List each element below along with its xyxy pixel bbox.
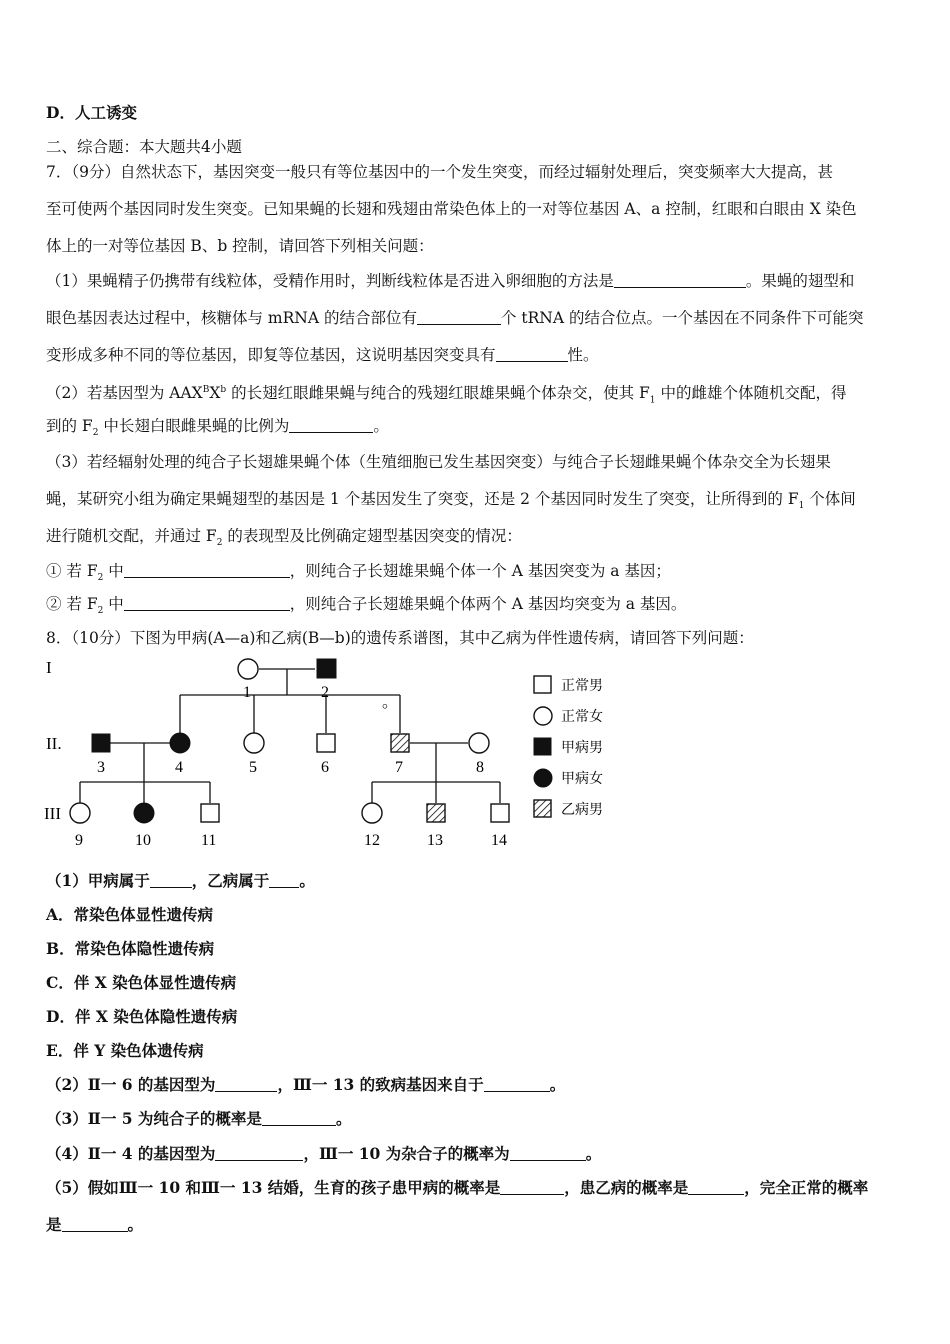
individual-number: 3 — [97, 759, 105, 776]
individual-13-disease-b-male — [427, 804, 445, 822]
text: 。 — [549, 1075, 566, 1094]
legend-disease-a-male-icon — [534, 738, 551, 755]
text: 变形成多种不同的等位基因，即复等位基因，这说明基因突变具有 — [46, 346, 496, 364]
individual-number: 13 — [427, 832, 443, 849]
answer-blank[interactable] — [484, 1077, 550, 1092]
individual-3-disease-a-male — [92, 734, 110, 752]
text: （3）Ⅱ一 5 为纯合子的概率是 — [46, 1109, 262, 1128]
individual-number: 7 — [395, 759, 403, 776]
text: ，Ⅲ一 10 为杂合子的概率为 — [303, 1144, 510, 1163]
text: 。 — [335, 1109, 352, 1128]
q7-p3-line1: （3）若经辐射处理的纯合子长翅雄果蝇个体（生殖细胞已发生基因突变）与纯合子长翅雌果蝇个体杂交全为长翅果 — [46, 453, 831, 471]
q8-option-e: E．伴 Y 染色体遗传病 — [46, 1041, 204, 1060]
text: （1）甲病属于 — [46, 871, 150, 890]
q8-intro: 8．（10分）下图为甲病(A—a)和乙病(B—b)的遗传系谱图，其中乙病为伴性遗传病，请回答下列问题： — [46, 629, 754, 647]
generation-label-3: III — [44, 804, 61, 823]
sup: b — [220, 385, 227, 395]
individual-8-normal-female — [469, 733, 489, 753]
individual-number: 9 — [75, 832, 83, 849]
answer-blank[interactable] — [614, 273, 746, 288]
individual-number: 8 — [476, 759, 484, 776]
text: ，乙病属于 — [191, 871, 270, 890]
text: 蝇，某研究小组为确定果蝇翅型的基因是 1 个基因发生了突变，还是 2 个基因同时发生了突变，让所得到的 F — [46, 490, 799, 508]
q8-s2 — [46, 1075, 565, 1095]
answer-blank[interactable] — [215, 1146, 303, 1161]
answer-blank[interactable] — [124, 563, 290, 578]
individual-4-disease-a-female — [170, 733, 190, 753]
legend-normal-female-icon — [534, 707, 552, 725]
answer-blank[interactable] — [262, 1111, 336, 1126]
text: 个体间 — [804, 490, 856, 508]
individual-12-normal-female — [362, 803, 382, 823]
text: 的长翅红眼雌果蝇与纯合的残翅红眼雄果蝇个体杂交，使其 F — [226, 384, 650, 403]
individual-number: 12 — [364, 832, 380, 849]
answer-blank[interactable] — [62, 1217, 128, 1232]
q7-case2 — [46, 594, 686, 621]
generation-label-2: II. — [46, 734, 62, 753]
answer-blank[interactable] — [124, 596, 290, 611]
sub: 1 — [649, 395, 656, 406]
q7-p1-line1 — [46, 271, 854, 291]
text: 。 — [299, 871, 315, 890]
text: ，则纯合子长翅雄果蝇个体两个 A 基因均突变为 a 基因。 — [289, 595, 687, 613]
q8-s4 — [46, 1144, 601, 1164]
text: 。 — [373, 417, 389, 435]
legend-normal-male-icon — [534, 676, 551, 693]
q8-s3 — [46, 1109, 351, 1129]
individual-14-normal-male — [491, 804, 509, 822]
text: 是 — [46, 1215, 62, 1234]
text: 的表现型及比例确定翅型基因突变的情况： — [222, 527, 522, 545]
individual-11-normal-male — [201, 804, 219, 822]
text: ，完全正常的概率 — [744, 1178, 869, 1197]
q8-option-d: D．伴 X 染色体隐性遗传病 — [46, 1007, 238, 1026]
answer-blank[interactable] — [215, 1077, 277, 1092]
text: （1）果蝇精子仍携带有线粒体，受精作用时，判断线粒体是否进入卵细胞的方法是 — [46, 272, 614, 290]
text: ② 若 F — [46, 595, 98, 613]
legend-label: 甲病男 — [561, 740, 603, 756]
section-title: 二、综合题：本大题共4小题 — [46, 138, 242, 156]
individual-number: 10 — [135, 832, 151, 849]
answer-blank[interactable] — [688, 1180, 744, 1195]
text: 中 — [103, 562, 124, 580]
individual-number: 5 — [249, 759, 257, 776]
individual-10-disease-a-female — [134, 803, 154, 823]
text: 眼色基因表达过程中，核糖体与 mRNA 的结合部位有 — [46, 309, 417, 327]
text: 。 — [127, 1215, 144, 1234]
legend-label: 乙病男 — [561, 802, 603, 818]
text: （2）若基因型为 AAX — [46, 384, 203, 403]
text: ① 若 F — [46, 562, 98, 580]
individual-number: 11 — [201, 832, 217, 849]
text: 。 — [585, 1144, 602, 1163]
text: （4）Ⅱ一 4 的基因型为 — [46, 1144, 216, 1163]
sub: 1 — [798, 501, 805, 512]
text: 中的雌雄个体随机交配，得 — [655, 384, 847, 403]
text: 个 tRNA 的结合位点。一个基因在不同条件下可能突 — [500, 309, 864, 327]
q7-p1-line3 — [46, 345, 599, 365]
answer-blank[interactable] — [500, 1180, 564, 1195]
text: （2）Ⅱ一 6 的基因型为 — [46, 1075, 216, 1094]
q7-p1-line2 — [46, 308, 864, 328]
legend — [534, 676, 603, 818]
individual-1-normal-female — [238, 659, 258, 679]
legend-label: 正常男 — [561, 678, 603, 694]
sub: 2 — [216, 538, 223, 549]
text: ，Ⅲ一 13 的致病基因来自于 — [277, 1075, 484, 1094]
answer-blank[interactable] — [150, 873, 192, 888]
q7-p2-line2 — [46, 416, 389, 443]
q7-p2-line1 — [46, 380, 846, 410]
q8-option-b: B．常染色体隐性遗传病 — [46, 939, 215, 958]
sub: 2 — [97, 606, 104, 617]
q8-s5-line2 — [46, 1215, 143, 1235]
legend-label: 正常女 — [561, 709, 603, 725]
pedigree-chart — [40, 655, 630, 860]
text: 到的 F — [46, 417, 93, 435]
text: 进行随机交配，并通过 F — [46, 527, 217, 545]
individual-number: 4 — [175, 759, 183, 776]
text: 性。 — [567, 346, 599, 364]
q7-p3-line3 — [46, 526, 522, 553]
q7-case1 — [46, 561, 671, 588]
q7-line2: 至可使两个基因同时发生突变。已知果蝇的长翅和残翅由常染色体上的一对等位基因 A、a 控制，红眼和白眼由 X 染色 — [46, 200, 857, 218]
q8-option-a: A．常染色体显性遗传病 — [46, 905, 214, 924]
q8-s1 — [46, 871, 315, 891]
individual-number: 1 — [243, 684, 251, 701]
answer-blank[interactable] — [417, 310, 501, 325]
text: （5）假如Ⅲ一 10 和Ⅲ一 13 结婚，生育的孩子患甲病的概率是 — [46, 1178, 501, 1197]
q8-s5-line1 — [46, 1178, 868, 1198]
legend-label: 甲病女 — [561, 771, 603, 787]
individual-number: 6 — [321, 759, 329, 776]
sub: 2 — [92, 428, 99, 439]
answer-blank[interactable] — [496, 347, 568, 362]
individual-6-normal-male — [317, 734, 335, 752]
answer-blank[interactable] — [289, 418, 373, 433]
individual-9-normal-female — [70, 803, 90, 823]
option-d-prev: D．人工诱变 — [46, 103, 137, 122]
text: ，患乙病的概率是 — [564, 1178, 689, 1197]
individual-7-disease-b-male — [391, 734, 409, 752]
text: ，则纯合子长翅雄果蝇个体一个 A 基因突变为 a 基因； — [289, 562, 671, 580]
q7-p3-line2 — [46, 489, 856, 516]
text: X — [209, 384, 221, 403]
stray-dot: 。 — [382, 694, 399, 711]
individual-number: 2 — [321, 684, 329, 701]
q8-option-c: C．伴 X 染色体显性遗传病 — [46, 973, 237, 992]
text: 中长翅白眼雌果蝇的比例为 — [98, 417, 290, 435]
text: 中 — [103, 595, 124, 613]
individual-5-normal-female — [244, 733, 264, 753]
legend-disease-a-female-icon — [534, 769, 552, 787]
answer-blank[interactable] — [510, 1146, 586, 1161]
individual-2-disease-a-male — [317, 659, 336, 678]
generation-label-1: I — [46, 658, 52, 677]
q7-line1: 7．（9分）自然状态下，基因突变一般只有等位基因中的一个发生突变，而经过辐射处理后，突变频率大大提高，甚 — [46, 163, 833, 181]
answer-blank[interactable] — [269, 873, 299, 888]
sup: B — [202, 385, 210, 395]
sub: 2 — [97, 573, 104, 584]
text: 。果蝇的翅型和 — [745, 272, 855, 290]
q7-line3: 体上的一对等位基因 B、b 控制，请回答下列相关问题： — [46, 237, 434, 255]
individual-number: 14 — [491, 832, 507, 849]
legend-disease-b-male-icon — [534, 800, 551, 817]
